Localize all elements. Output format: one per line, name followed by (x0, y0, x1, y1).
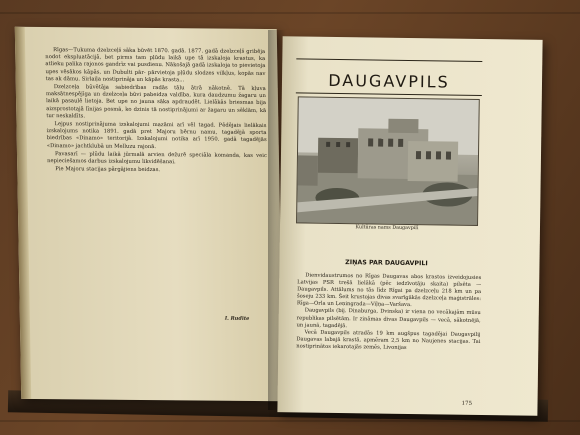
author-signature: I. Rudīte (224, 315, 250, 322)
page-edge (15, 27, 31, 399)
paragraph: Dienvidaustrumos no Rīgas Daugavas abos krastos izveidojusies Latvijas PSR trešā lielākā (pēc iedzīvotāju skaita) pilsēta — Daugavpils. Attālums no tās līdz Rīgai pa dzelzceļu 218 km un pa šoseju 233 km. Šeit krustojas divas svarīgākās dzelzceļa maģistrāles: Rīga—Orla un Ļeņingrada—Viļņa—Varšava. (296, 272, 482, 309)
photo-caption: Kultūras nams Daugavpilī (355, 225, 419, 232)
chapter-title: DAUGAVPILS (328, 70, 450, 92)
top-rule (296, 58, 482, 62)
building-illustration (297, 97, 479, 225)
page-number: 175 (461, 400, 473, 407)
paragraph: Pavasarī — plūdu laikā jūrmalā arvien dežurē speciāla komanda, kas veic nepieciešamos darbus izskalojumu likvidēšanai. (47, 151, 268, 166)
left-page-text (45, 47, 267, 176)
paragraph: Dzelzceļa būvētāja sabiedrības radās tālu ātrā nākotnē. Tā kļuva maksātnespējīga un dzelzceļa būvi pabeidza valdība, kura daudzumu žagaru un laikā pasaulē lietoja. Bet upe no jauna sāka apdraudēt. Lielākās briesmas bija aizsprostotajā līnijas posmā, ko dzinis tā nostiprinājumi ar žagaru un sēklām, kā tur neskaldīts. (45, 84, 267, 120)
right-page-text (296, 272, 481, 353)
paragraph: Vecā Daugavpils atradās 19 km augšpus tagadējai Daugavpilij Daugavas labajā krastā, apmēram 2,5 km no Naujenes stacijas. Tai nostiprinātos iekarotajās zemēs, Livonijas (296, 329, 481, 351)
wood-grain (0, 12, 580, 14)
left-page (15, 27, 283, 401)
title-rule (296, 92, 482, 96)
building-photo (296, 96, 480, 226)
right-page (277, 36, 542, 416)
paragraph: Lejpus nostiprinājuma izskalojumi mazāmi arī vēl tagad. Pēdējais lielākais izskalojums notika 1891. gadā pret Majoru bērnu namu, tagadējā sporta biedrības «Dinamo» teritorijā. Izskalojumi notika arī 1950. gadā tagadējās «Dinamo» jachtklubā un Melluzu rajonā. (46, 121, 267, 150)
paragraph: Pie Majoru stacijas pārgājiens beidzas. (55, 166, 161, 174)
section-heading: ZIŅAS PAR DAUGAVPILI (345, 259, 428, 268)
paragraph: Rīgas—Tukuma dzelzceļš sāka būvēt 1870. gadā. 1877. gadā dzelzceļš gribēja nodot ekspluatācijā, bet pirms tam pļūdu laikā upe tā izskaloja krastus, ka atlieku palika rajonos gandrīz vai pusdienu. Nākošajā gadā izskaloja to pievietoja upes vēsākos kāpās, un Dubulti pār- pārvietoja pļūdu slodzes vilkļus, kopās nav tas ak dāmu. Sirlaiļa nostiprināja un kāpās krasta... (45, 47, 266, 84)
paragraph: Daugavpils (bij. Dinaburga, Dvinska) ir viena no vecākajām mūsu republikas pilsētām. Ir zināmas divas Daugavpils — vecā, sākotnējā, un jaunā, tagadējā. (296, 308, 481, 329)
